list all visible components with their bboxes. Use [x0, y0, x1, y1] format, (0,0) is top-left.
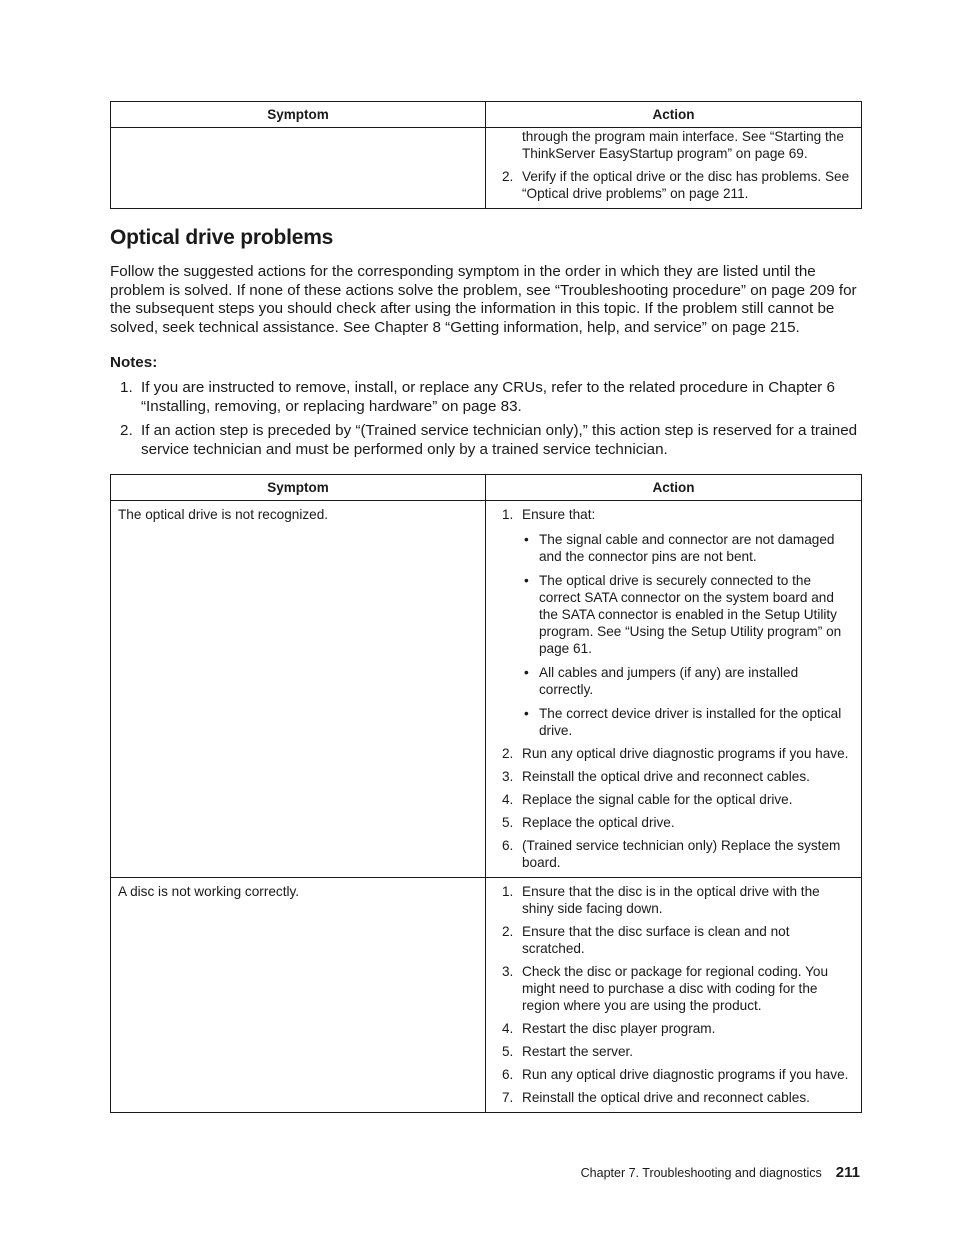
action-step — [500, 963, 853, 1014]
continued-symptom-table — [110, 101, 862, 209]
symptom-column-header: Symptom — [111, 475, 486, 501]
action-cell — [486, 501, 862, 878]
table-header-row — [111, 475, 862, 501]
action-step — [500, 1066, 853, 1083]
bullet-icon: • — [524, 706, 529, 721]
note-item — [110, 379, 862, 416]
action-cell — [486, 878, 862, 1113]
step-text: Replace the optical drive. — [522, 815, 675, 830]
table-row — [111, 128, 862, 209]
bullet-item — [522, 572, 853, 657]
bullet-text: The optical drive is securely connected to the correct SATA connector on the system board and the SATA connector is enabled in the Setup Utility program. See “Using the Setup Utility program” on page 61. — [539, 573, 842, 656]
action-column-header: Action — [486, 475, 862, 501]
step-text: Restart the disc player program. — [522, 1021, 716, 1036]
page-footer — [581, 1164, 860, 1181]
step-number: 2. — [502, 169, 514, 184]
action-column-header: Action — [486, 102, 862, 128]
action-step — [500, 168, 853, 202]
step-number: 1. — [502, 507, 514, 522]
action-step — [500, 1043, 853, 1060]
section-intro: Follow the suggested actions for the corresponding symptom in the order in which they are listed until the problem is solved. If none of these actions solve the problem, see “Troubleshooting procedure” on page 209 for the subsequent steps you should check after using the information in this topic. If the problem still cannot be solved, seek technical assistance. See Chapter 8 “Getting information, help, and service” on page 215. — [110, 263, 857, 336]
section-title: Optical drive problems — [110, 226, 334, 249]
step-text: Run any optical drive diagnostic programs if you have. — [522, 746, 849, 761]
symptom-cell: A disc is not working correctly. — [111, 878, 486, 1113]
bullet-text: The correct device driver is installed for the optical drive. — [539, 706, 842, 738]
bullet-text: The signal cable and connector are not damaged and the connector pins are not bent. — [539, 532, 835, 564]
action-step — [500, 768, 853, 785]
bullet-item — [522, 531, 853, 565]
optical-drive-symptom-table — [110, 474, 862, 1113]
page-number: 211 — [835, 1164, 860, 1181]
step-text: Ensure that: — [522, 507, 596, 522]
action-continuation-text: through the program main interface. See “Starting the ThinkServer EasyStartup program” on page 69. — [522, 129, 844, 161]
step-number: 4. — [502, 792, 514, 807]
step-number: 2. — [502, 746, 514, 761]
step-number: 5. — [502, 1044, 514, 1059]
table-row — [111, 501, 862, 878]
note-number: 2. — [120, 422, 133, 440]
step-text: Ensure that the disc surface is clean and not scratched. — [522, 924, 790, 956]
step-number: 7. — [502, 1090, 514, 1105]
step-text: Restart the server. — [522, 1044, 634, 1059]
note-text: If you are instructed to remove, install, or replace any CRUs, refer to the related procedure in Chapter 6 “Installing, removing, or replacing hardware” on page 83. — [141, 379, 835, 415]
symptom-cell — [111, 128, 486, 209]
note-item — [110, 422, 862, 459]
bullet-icon: • — [524, 532, 529, 547]
bullet-item — [522, 705, 853, 739]
action-step — [500, 923, 853, 957]
action-step — [500, 814, 853, 831]
bullet-list — [522, 531, 853, 739]
action-step — [500, 883, 853, 917]
action-step — [500, 1020, 853, 1037]
step-text: Reinstall the optical drive and reconnect cables. — [522, 769, 810, 784]
step-text: Replace the signal cable for the optical drive. — [522, 792, 793, 807]
step-text: (Trained service technician only) Replace the system board. — [522, 838, 841, 870]
notes-list — [110, 379, 862, 465]
action-steps — [500, 506, 853, 871]
step-text: Run any optical drive diagnostic programs if you have. — [522, 1067, 849, 1082]
action-step — [500, 1089, 853, 1106]
step-text: Ensure that the disc is in the optical drive with the shiny side facing down. — [522, 884, 820, 916]
bullet-text: All cables and jumpers (if any) are installed correctly. — [539, 665, 799, 697]
table-row — [111, 878, 862, 1113]
bullet-item — [522, 664, 853, 698]
step-number: 6. — [502, 838, 514, 853]
table-header-row — [111, 102, 862, 128]
action-steps — [500, 883, 853, 1106]
note-text: If an action step is preceded by “(Trained service technician only),” this action step is reserved for a trained service technician and must be performed only by a trained service technician. — [141, 422, 858, 458]
footer-chapter: Chapter 7. Troubleshooting and diagnostics — [580, 1166, 822, 1180]
step-number: 3. — [502, 964, 514, 979]
step-text: Reinstall the optical drive and reconnect cables. — [522, 1090, 810, 1105]
step-text: Check the disc or package for regional coding. You might need to purchase a disc with coding for the region where you are using the product. — [522, 964, 829, 1013]
step-number: 4. — [502, 1021, 514, 1036]
step-number: 5. — [502, 815, 514, 830]
step-number: 2. — [502, 924, 514, 939]
bullet-icon: • — [524, 665, 529, 680]
action-step — [500, 791, 853, 808]
step-number: 6. — [502, 1067, 514, 1082]
action-step — [500, 837, 853, 871]
step-number: 1. — [502, 884, 514, 899]
notes-heading: Notes: — [110, 354, 158, 371]
action-step — [500, 506, 853, 739]
bullet-icon: • — [524, 573, 529, 588]
action-step — [500, 745, 853, 762]
note-number: 1. — [120, 379, 133, 396]
symptom-column-header: Symptom — [111, 102, 486, 128]
action-cell — [486, 128, 862, 209]
action-steps — [500, 168, 853, 202]
step-text: Verify if the optical drive or the disc has problems. See “Optical drive problems” on page 211. — [522, 169, 850, 201]
symptom-cell: The optical drive is not recognized. — [111, 501, 486, 878]
step-number: 3. — [502, 769, 514, 784]
